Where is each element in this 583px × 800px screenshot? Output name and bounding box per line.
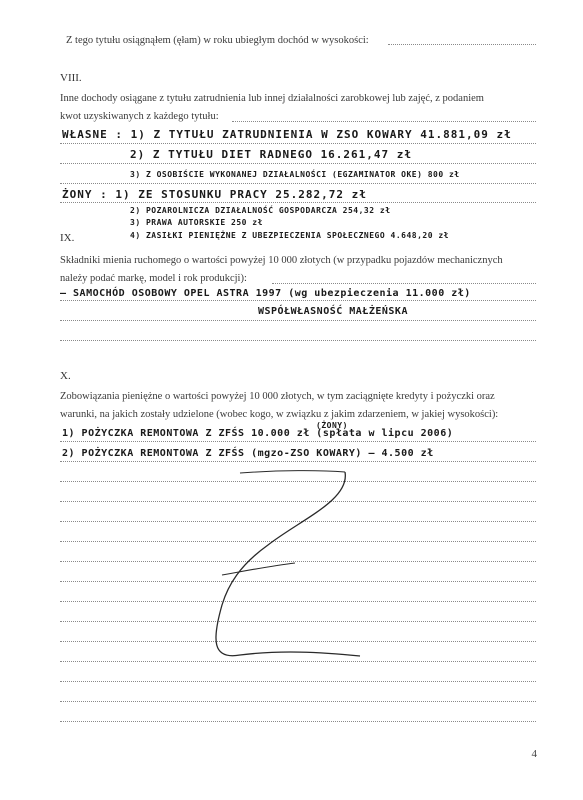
income-entry-spouse-1: ŻONY : 1) ZE STOSUNKU PRACY 25.282,72 zł: [62, 188, 367, 201]
section-ix-heading: IX.: [60, 232, 75, 244]
section-ix-intro-line2: należy podać markę, model i rok produkcji):: [60, 273, 247, 284]
section-x-intro-line1: Zobowiązania pieniężne o wartości powyżej 10 000 złotych, w tym zaciągnięte kredyty i pożyczki oraz: [60, 391, 495, 402]
income-entry-own-3: 3) Z OSOBIŚCIE WYKONANEJ DZIAŁALNOŚCI (EGZAMINATOR OKE) 800 zł: [130, 170, 460, 179]
section-viii-intro-line1: Inne dochody osiągane z tytułu zatrudnienia lub innej działalności zarobkowej lub zajęć, z podaniem: [60, 93, 484, 104]
income-entry-own-2: 2) Z TYTUŁU DIET RADNEGO 16.261,47 zł: [130, 148, 413, 161]
section-ix-intro-line1: Składniki mienia ruchomego o wartości powyżej 10 000 złotych (w przypadku pojazdów mechanicznych: [60, 255, 503, 266]
loan-entry-1: 1) POŻYCZKA REMONTOWA Z ZFŚS 10.000 zł (spłata w lipcu 2006): [62, 428, 454, 439]
movable-asset-entry: – SAMOCHÓD OSOBOWY OPEL ASTRA 1997 (wg ubezpieczenia 11.000 zł): [60, 288, 471, 299]
movable-asset-ownership: WSPÓŁWŁASNOŚĆ MAŁŻEŃSKA: [258, 306, 408, 317]
loan-entry-2: 2) POŻYCZKA REMONTOWA Z ZFŚS (mgzo-ZSO KOWARY) – 4.500 zł: [62, 448, 434, 459]
section-viii-heading: VIII.: [60, 72, 82, 84]
income-entry-own-1: WŁASNE : 1) Z TYTUŁU ZATRUDNIENIA W ZSO KOWARY 41.881,09 zł: [62, 128, 512, 141]
section-x-intro-line2: warunki, na jakich zostały udzielone (wobec kogo, w związku z jakim zdarzeniem, w jakiej wysokości):: [60, 409, 499, 420]
income-entry-spouse-2: 2) POZAROLNICZA DZIAŁALNOŚĆ GOSPODARCZA 254,32 zł: [130, 206, 391, 215]
income-line-label: Z tego tytułu osiągnąłem (ęłam) w roku ubiegłym dochód w wysokości:: [66, 35, 369, 46]
income-entry-spouse-3: 3) PRAWA AUTORSKIE 250 zł: [130, 218, 263, 227]
section-x-heading: X.: [60, 370, 71, 382]
section-viii-intro-line2: kwot uzyskiwanych z każdego tytułu:: [60, 111, 219, 122]
income-entry-spouse-4: 4) ZASIŁKI PIENIĘŻNE Z UBEZPIECZENIA SPOŁECZNEGO 4.648,20 zł: [130, 231, 449, 240]
loan-1-note: (ŻONY): [316, 421, 348, 430]
page-number: 4: [531, 748, 537, 760]
